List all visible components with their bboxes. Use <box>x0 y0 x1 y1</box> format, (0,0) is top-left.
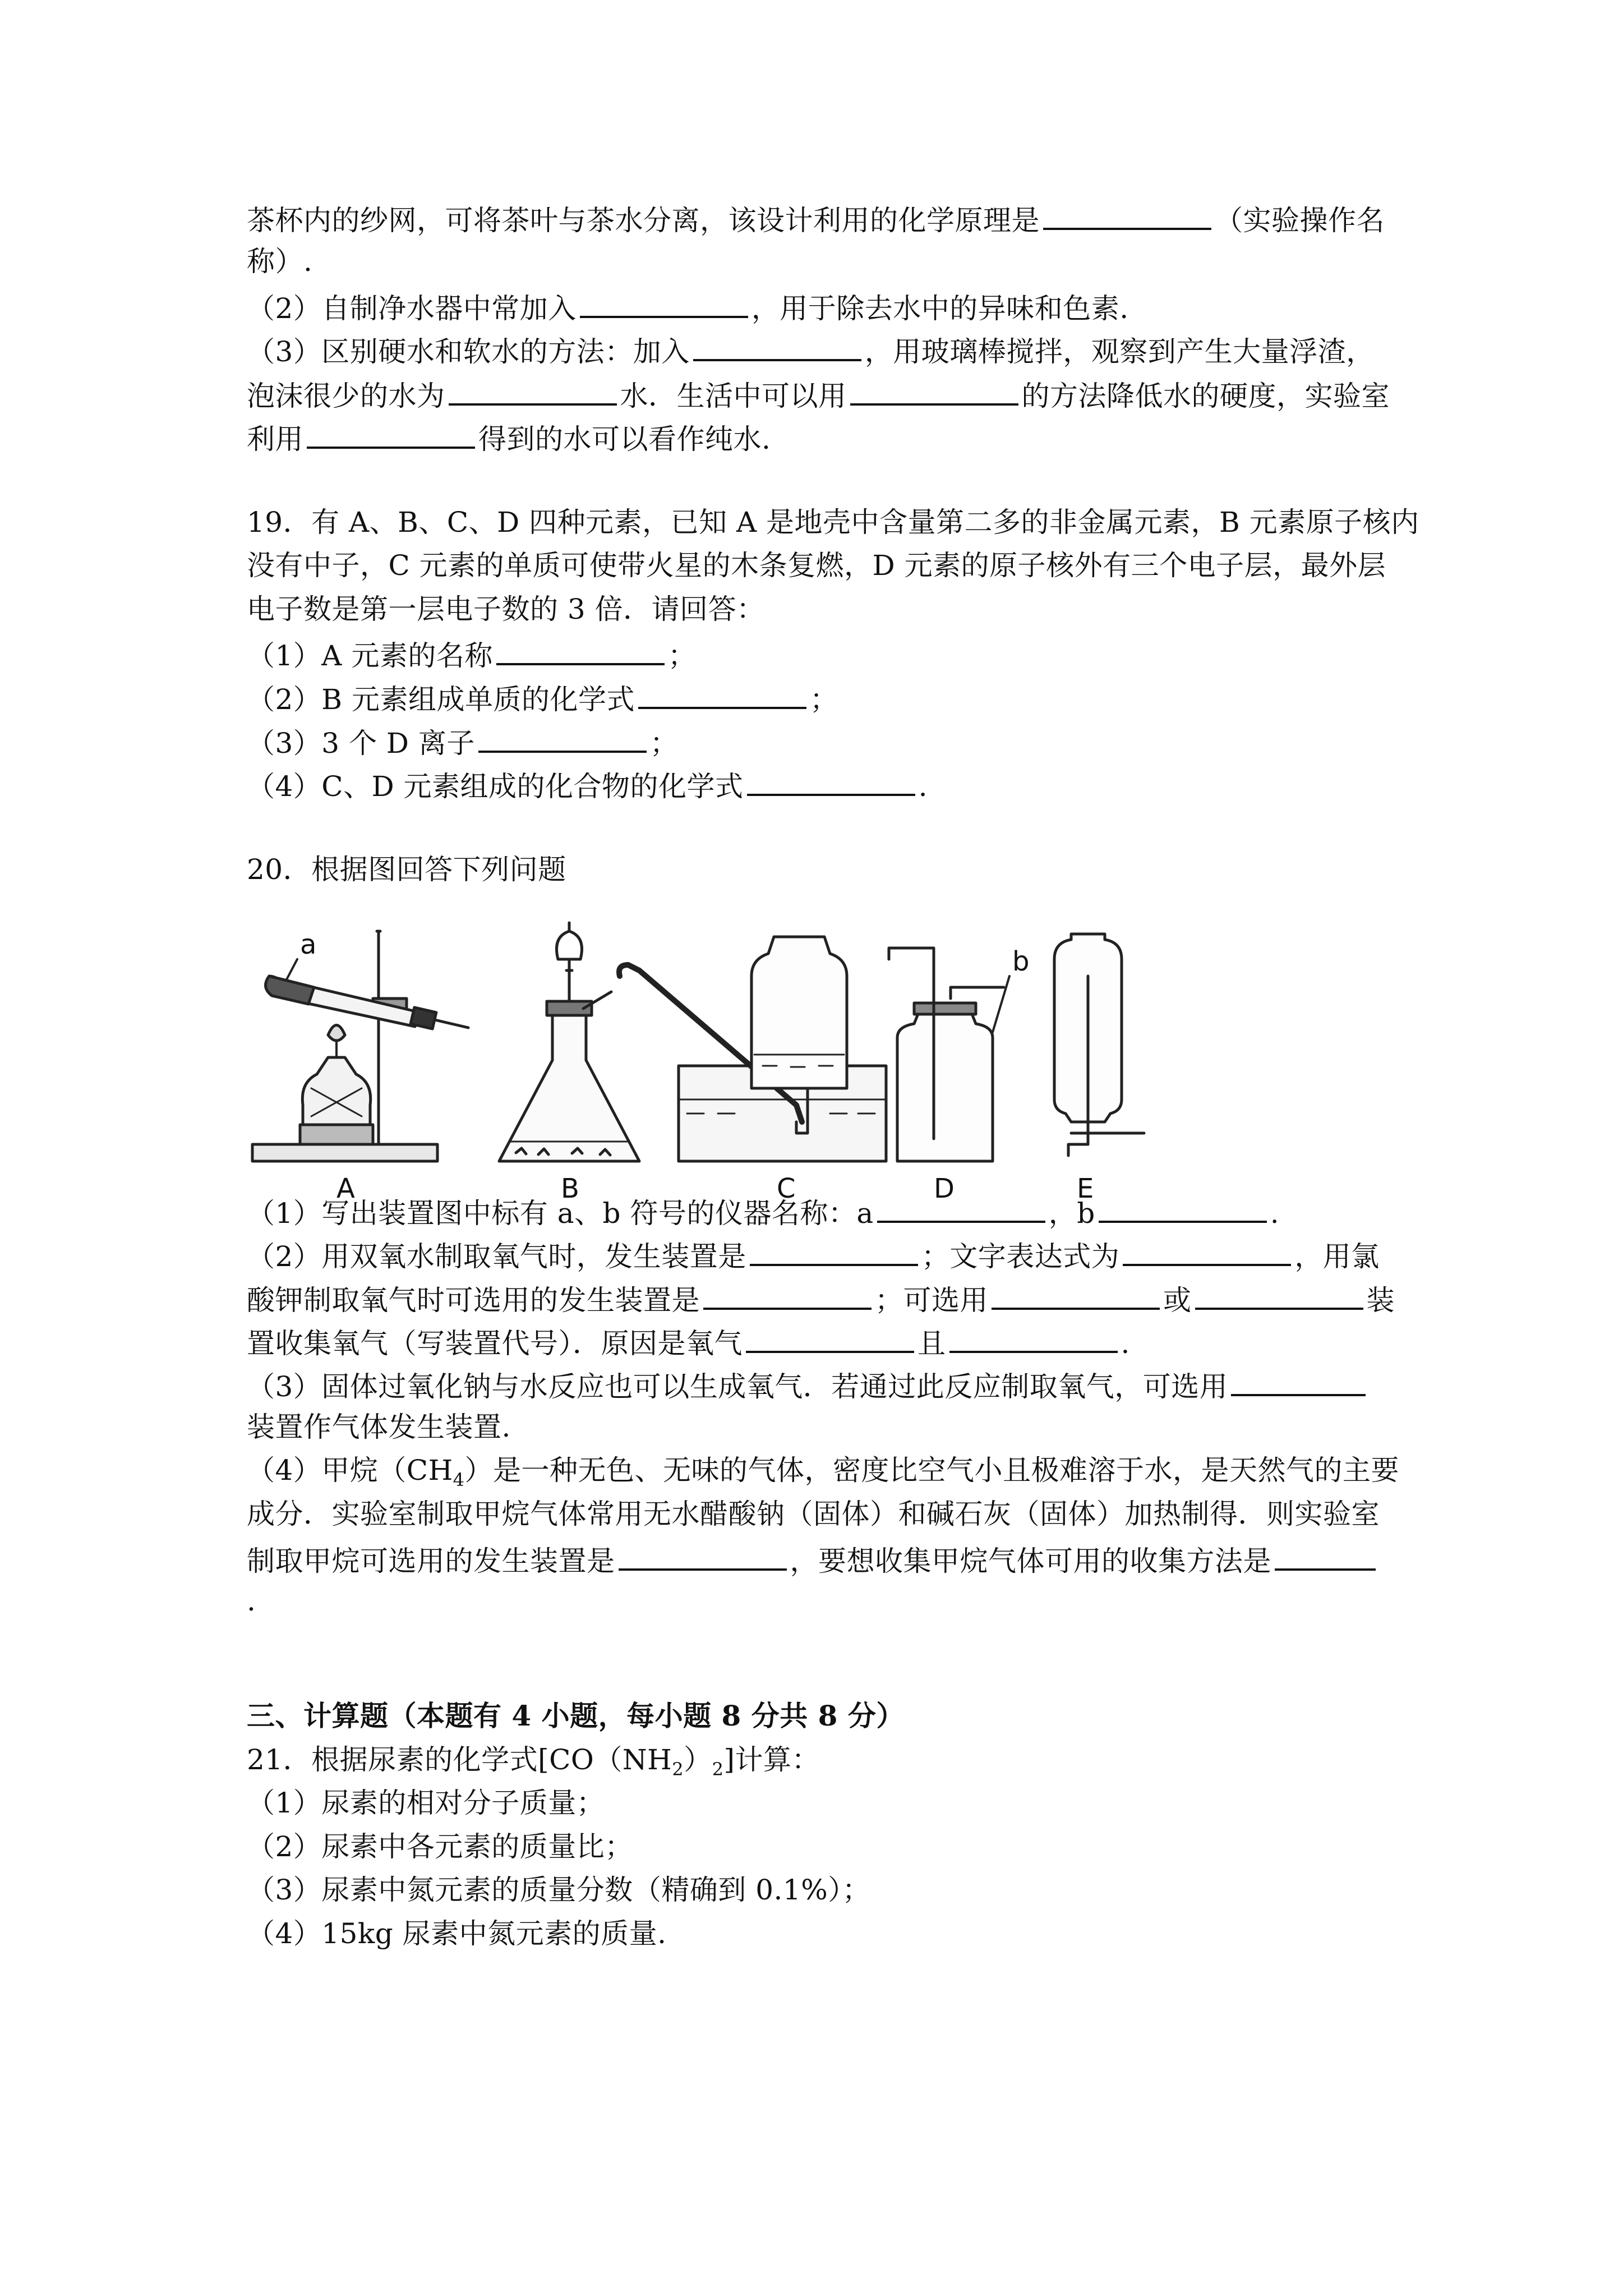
answer-blank[interactable] <box>850 379 1018 406</box>
q19-text: 电子数是第一层电子数的 3 倍．请回答： <box>247 593 765 625</box>
q20-part-4-line-3 <box>247 1544 1379 1575</box>
answer-blank[interactable] <box>1123 1239 1291 1266</box>
q19-part-3 <box>247 726 679 760</box>
q20-text: . <box>247 1585 256 1617</box>
q19-text: 19．有 A、B、C、D 四种元素，已知 A 是地壳中含量第二多的非金属元素，B 元素原子核内 <box>247 506 1419 539</box>
answer-blank[interactable] <box>449 379 617 406</box>
q18-line-2 <box>247 245 313 278</box>
q18-part-3 <box>247 334 1375 366</box>
answer-blank[interactable] <box>703 1283 872 1310</box>
answer-blank[interactable] <box>877 1196 1045 1223</box>
q20-part-4-line-4 <box>247 1587 256 1615</box>
q18-part-3-line-3 <box>247 422 771 453</box>
q18-text: 泡沫很少的水为 <box>247 380 445 412</box>
q20-text: 置收集氧气（写装置代号）．原因是氧气 <box>247 1327 743 1360</box>
answer-blank[interactable] <box>496 638 665 665</box>
q20-part-2-line-3 <box>247 1326 1130 1358</box>
q19-text: ； <box>667 639 697 672</box>
q18-text: 茶杯内的纱网，可将茶叶与茶水分离，该设计利用的化学原理是 <box>247 204 1040 237</box>
q18-part-2 <box>247 291 1129 323</box>
q21-text: 21．根据尿素的化学式[CO（NH <box>247 1743 672 1776</box>
q21-text: （4）15kg 尿素中氮元素的质量. <box>247 1917 667 1950</box>
q18-text: 的方法降低水的硬度，实验室 <box>1021 380 1390 412</box>
answer-blank[interactable] <box>638 682 806 709</box>
q20-part-4 <box>247 1456 1399 1489</box>
q21-text: （3）尿素中氮元素的质量分数（精确到 0.1%）； <box>247 1874 871 1906</box>
q20-text: ；可选用 <box>875 1284 988 1317</box>
q19-text: （4）C、D 元素组成的化合物的化学式 <box>247 770 744 803</box>
q20-text: （1）写出装置图中标有 a、b 符号的仪器名称：a <box>247 1197 874 1230</box>
q21-part-4 <box>247 1917 667 1950</box>
subscript: 2 <box>672 1759 684 1780</box>
answer-blank[interactable] <box>992 1283 1160 1310</box>
answer-blank[interactable] <box>750 1239 918 1266</box>
section-3-title <box>247 1699 905 1732</box>
answer-blank[interactable] <box>747 769 915 796</box>
q20-text: ，b <box>1048 1197 1095 1230</box>
answer-blank[interactable] <box>1195 1283 1363 1310</box>
q20-part-3-line-2 <box>247 1413 511 1441</box>
apparatus-a <box>252 931 468 1161</box>
answer-blank[interactable] <box>307 422 475 449</box>
apparatus-d <box>889 948 1009 1161</box>
q20-part-1 <box>247 1196 1280 1230</box>
apparatus-c <box>619 937 886 1161</box>
q18-text: ，用于除去水中的异味和色素. <box>751 292 1129 325</box>
q20-text: 装置作气体发生装置. <box>247 1411 511 1443</box>
label-a: a <box>300 929 317 960</box>
q18-part-3-line-2 <box>247 379 1390 410</box>
q20-text: 且 <box>917 1327 946 1360</box>
label-A: A <box>336 1173 355 1204</box>
label-D: D <box>934 1173 955 1204</box>
q21-part-3 <box>247 1876 870 1904</box>
q18-text: 称）. <box>247 245 313 278</box>
q21-part-2 <box>247 1830 633 1863</box>
q19-text: ； <box>809 683 838 716</box>
q18-text: 水．生活中可以用 <box>620 380 847 412</box>
q20-text: ，要想收集甲烷气体可用的收集方法是 <box>790 1545 1271 1577</box>
q19-text: . <box>918 770 928 803</box>
q20-text: 酸钾制取氧气时可选用的发生装置是 <box>247 1284 700 1317</box>
q20-title <box>247 855 566 884</box>
apparatus-e <box>1054 934 1144 1156</box>
answer-blank[interactable] <box>746 1326 914 1353</box>
q18-text: （3）区别硬水和软水的方法：加入 <box>247 335 690 368</box>
q18-text: （2）自制净水器中常加入 <box>247 292 577 325</box>
q19-text: （2）B 元素组成单质的化学式 <box>247 683 635 716</box>
answer-blank[interactable] <box>1043 203 1211 230</box>
q21-text: （2）尿素中各元素的质量比； <box>247 1830 633 1863</box>
apparatus-b <box>499 923 639 1161</box>
q19-part-1 <box>247 638 696 670</box>
answer-blank[interactable] <box>619 1544 787 1571</box>
q20-text: （3）固体过氧化钠与水反应也可以生成氧气．若通过此反应制取氧气，可选用 <box>247 1370 1228 1403</box>
lab-apparatus-figure <box>247 920 1402 1206</box>
q19-line-3 <box>247 595 765 623</box>
answer-blank[interactable] <box>693 334 861 361</box>
q21-text: （1）尿素的相对分子质量； <box>247 1787 605 1819</box>
label-C: C <box>777 1173 796 1204</box>
answer-blank[interactable] <box>1275 1544 1376 1571</box>
q19-part-4 <box>247 769 928 803</box>
q20-part-4-line-2 <box>247 1500 1380 1528</box>
label-B: B <box>561 1173 579 1204</box>
label-E: E <box>1077 1173 1094 1204</box>
q20-text: 成分．实验室制取甲烷气体常用无水醋酸钠（固体）和碱石灰（固体）加热制得．则实验室 <box>247 1498 1380 1530</box>
q19-text: （1）A 元素的名称 <box>247 639 493 672</box>
q21-part-1 <box>247 1789 605 1817</box>
q20-part-2 <box>247 1239 1380 1271</box>
q19-text: （3）3 个 D 离子 <box>247 727 475 760</box>
answer-blank[interactable] <box>478 726 647 753</box>
answer-blank[interactable] <box>1099 1196 1267 1223</box>
q21-stem <box>247 1743 820 1780</box>
q19-text: 没有中子，C 元素的单质可使带火星的木条复燃，D 元素的原子核外有三个电子层，最外层 <box>247 549 1386 582</box>
q18-text: 利用 <box>247 423 303 455</box>
q19-line-2 <box>247 549 1386 582</box>
q18-text: 得到的水可以看作纯水. <box>478 423 771 455</box>
q20-text: . <box>1270 1197 1280 1230</box>
q20-text: ，用氯 <box>1294 1240 1380 1273</box>
q19-line-1 <box>247 506 1419 539</box>
q20-text: （2）用双氧水制取氧气时，发生装置是 <box>247 1240 746 1273</box>
q20-text: 装 <box>1366 1284 1395 1317</box>
q20-part-3 <box>247 1369 1369 1401</box>
q20-text: ）是一种无色、无味的气体，密度比空气小且极难溶于水，是天然气的主要 <box>464 1454 1400 1487</box>
q19-text: ； <box>649 727 679 760</box>
q20-part-2-line-2 <box>247 1283 1395 1317</box>
q18-line-1 <box>247 203 1385 237</box>
answer-blank[interactable] <box>1231 1369 1366 1396</box>
q20-text: （4）甲烷（CH <box>247 1454 453 1487</box>
q18-text: ，用玻璃棒搅拌，观察到产生大量浮渣， <box>864 335 1375 368</box>
answer-blank[interactable] <box>949 1326 1118 1353</box>
q20-text: ；文字表达式为 <box>921 1240 1120 1273</box>
q20-text: 20．根据图回答下列问题 <box>247 853 566 886</box>
q21-text: ]计算： <box>723 1743 820 1776</box>
q19-part-2 <box>247 682 838 714</box>
subscript: 4 <box>453 1469 465 1490</box>
answer-blank[interactable] <box>580 291 748 318</box>
q21-text: ） <box>684 1743 712 1776</box>
q20-text: . <box>1121 1327 1130 1360</box>
subscript: 2 <box>712 1759 724 1780</box>
q20-text: 或 <box>1163 1284 1192 1317</box>
label-b: b <box>1012 946 1030 977</box>
q18-text: （实验操作名 <box>1215 204 1385 237</box>
section-title: 三、计算题（本题有 4 小题，每小题 8 分共 8 分） <box>247 1699 905 1732</box>
q20-text: 制取甲烷可选用的发生装置是 <box>247 1545 615 1577</box>
